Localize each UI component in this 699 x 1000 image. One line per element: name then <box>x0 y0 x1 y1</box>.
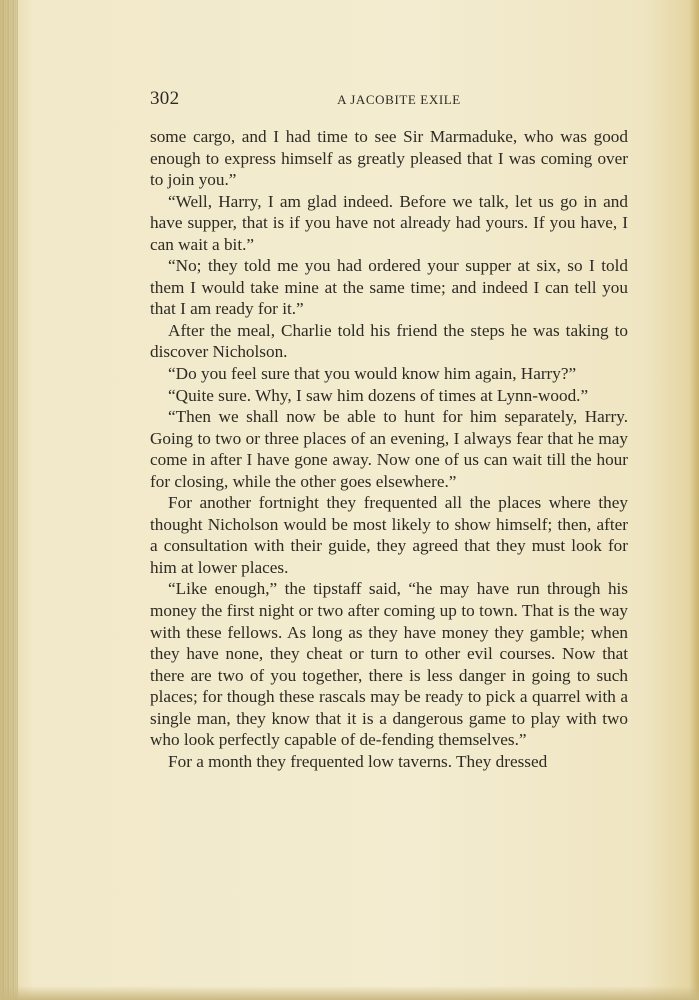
page-edge-shadow <box>689 0 699 1000</box>
paragraph: For a month they frequented low taverns. They dressed <box>168 751 548 771</box>
page-number: 302 <box>150 88 180 109</box>
paragraph: For another fortnight they frequented all the places where they thought Nicholson would be most likely to show himself; then, after a consultation with their guide, they agreed that they must look for him at lower places. <box>150 493 628 577</box>
running-title: A JACOBITE EXILE <box>337 92 461 107</box>
paragraph: “Then we shall now be able to hunt for him separately, Harry. Going to two or three places of an evening, I always fear that he may come in after I have gone away. Now one of us can wait till the hour for closing, while the other goes elsewhere.” <box>150 407 628 491</box>
paragraph: “Quite sure. Why, I saw him dozens of times at Lynn-wood.” <box>168 385 589 405</box>
paragraph: “Like enough,” the tipstaff said, “he may have run through his money the first night or two after coming up to town. That is the way with these fellows. As long as they have money they gamble; when they have none, they cheat or turn to other evil courses. Now that there are two of you together, there is less danger in going to such places; for though these rascals may be ready to pick a quarrel with a single man, they know that it is a dangerous game to play with two who look perfectly capable of de-fending themselves.” <box>150 579 628 750</box>
paragraph: some cargo, and I had time to see Sir Marmaduke, who was good enough to express himself as greatly pleased that I was coming over to join you.” <box>150 127 628 190</box>
page-bottom-shadow <box>0 986 699 1000</box>
paragraph: “Well, Harry, I am glad indeed. Before we talk, let us go in and have supper, that is if you have not already had yours. If you have, I can wait a bit.” <box>150 191 628 254</box>
page-header <box>150 88 628 112</box>
paragraph: “Do you feel sure that you would know him again, Harry?” <box>168 364 577 384</box>
body-text <box>150 126 628 772</box>
paragraph: “No; they told me you had ordered your supper at six, so I told them I would take mine at the same time; and indeed I can tell you that I am ready for it.” <box>150 256 628 319</box>
paragraph: After the meal, Charlie told his friend the steps he was taking to discover Nicholson. <box>150 320 628 362</box>
binding-gutter <box>0 0 18 1000</box>
